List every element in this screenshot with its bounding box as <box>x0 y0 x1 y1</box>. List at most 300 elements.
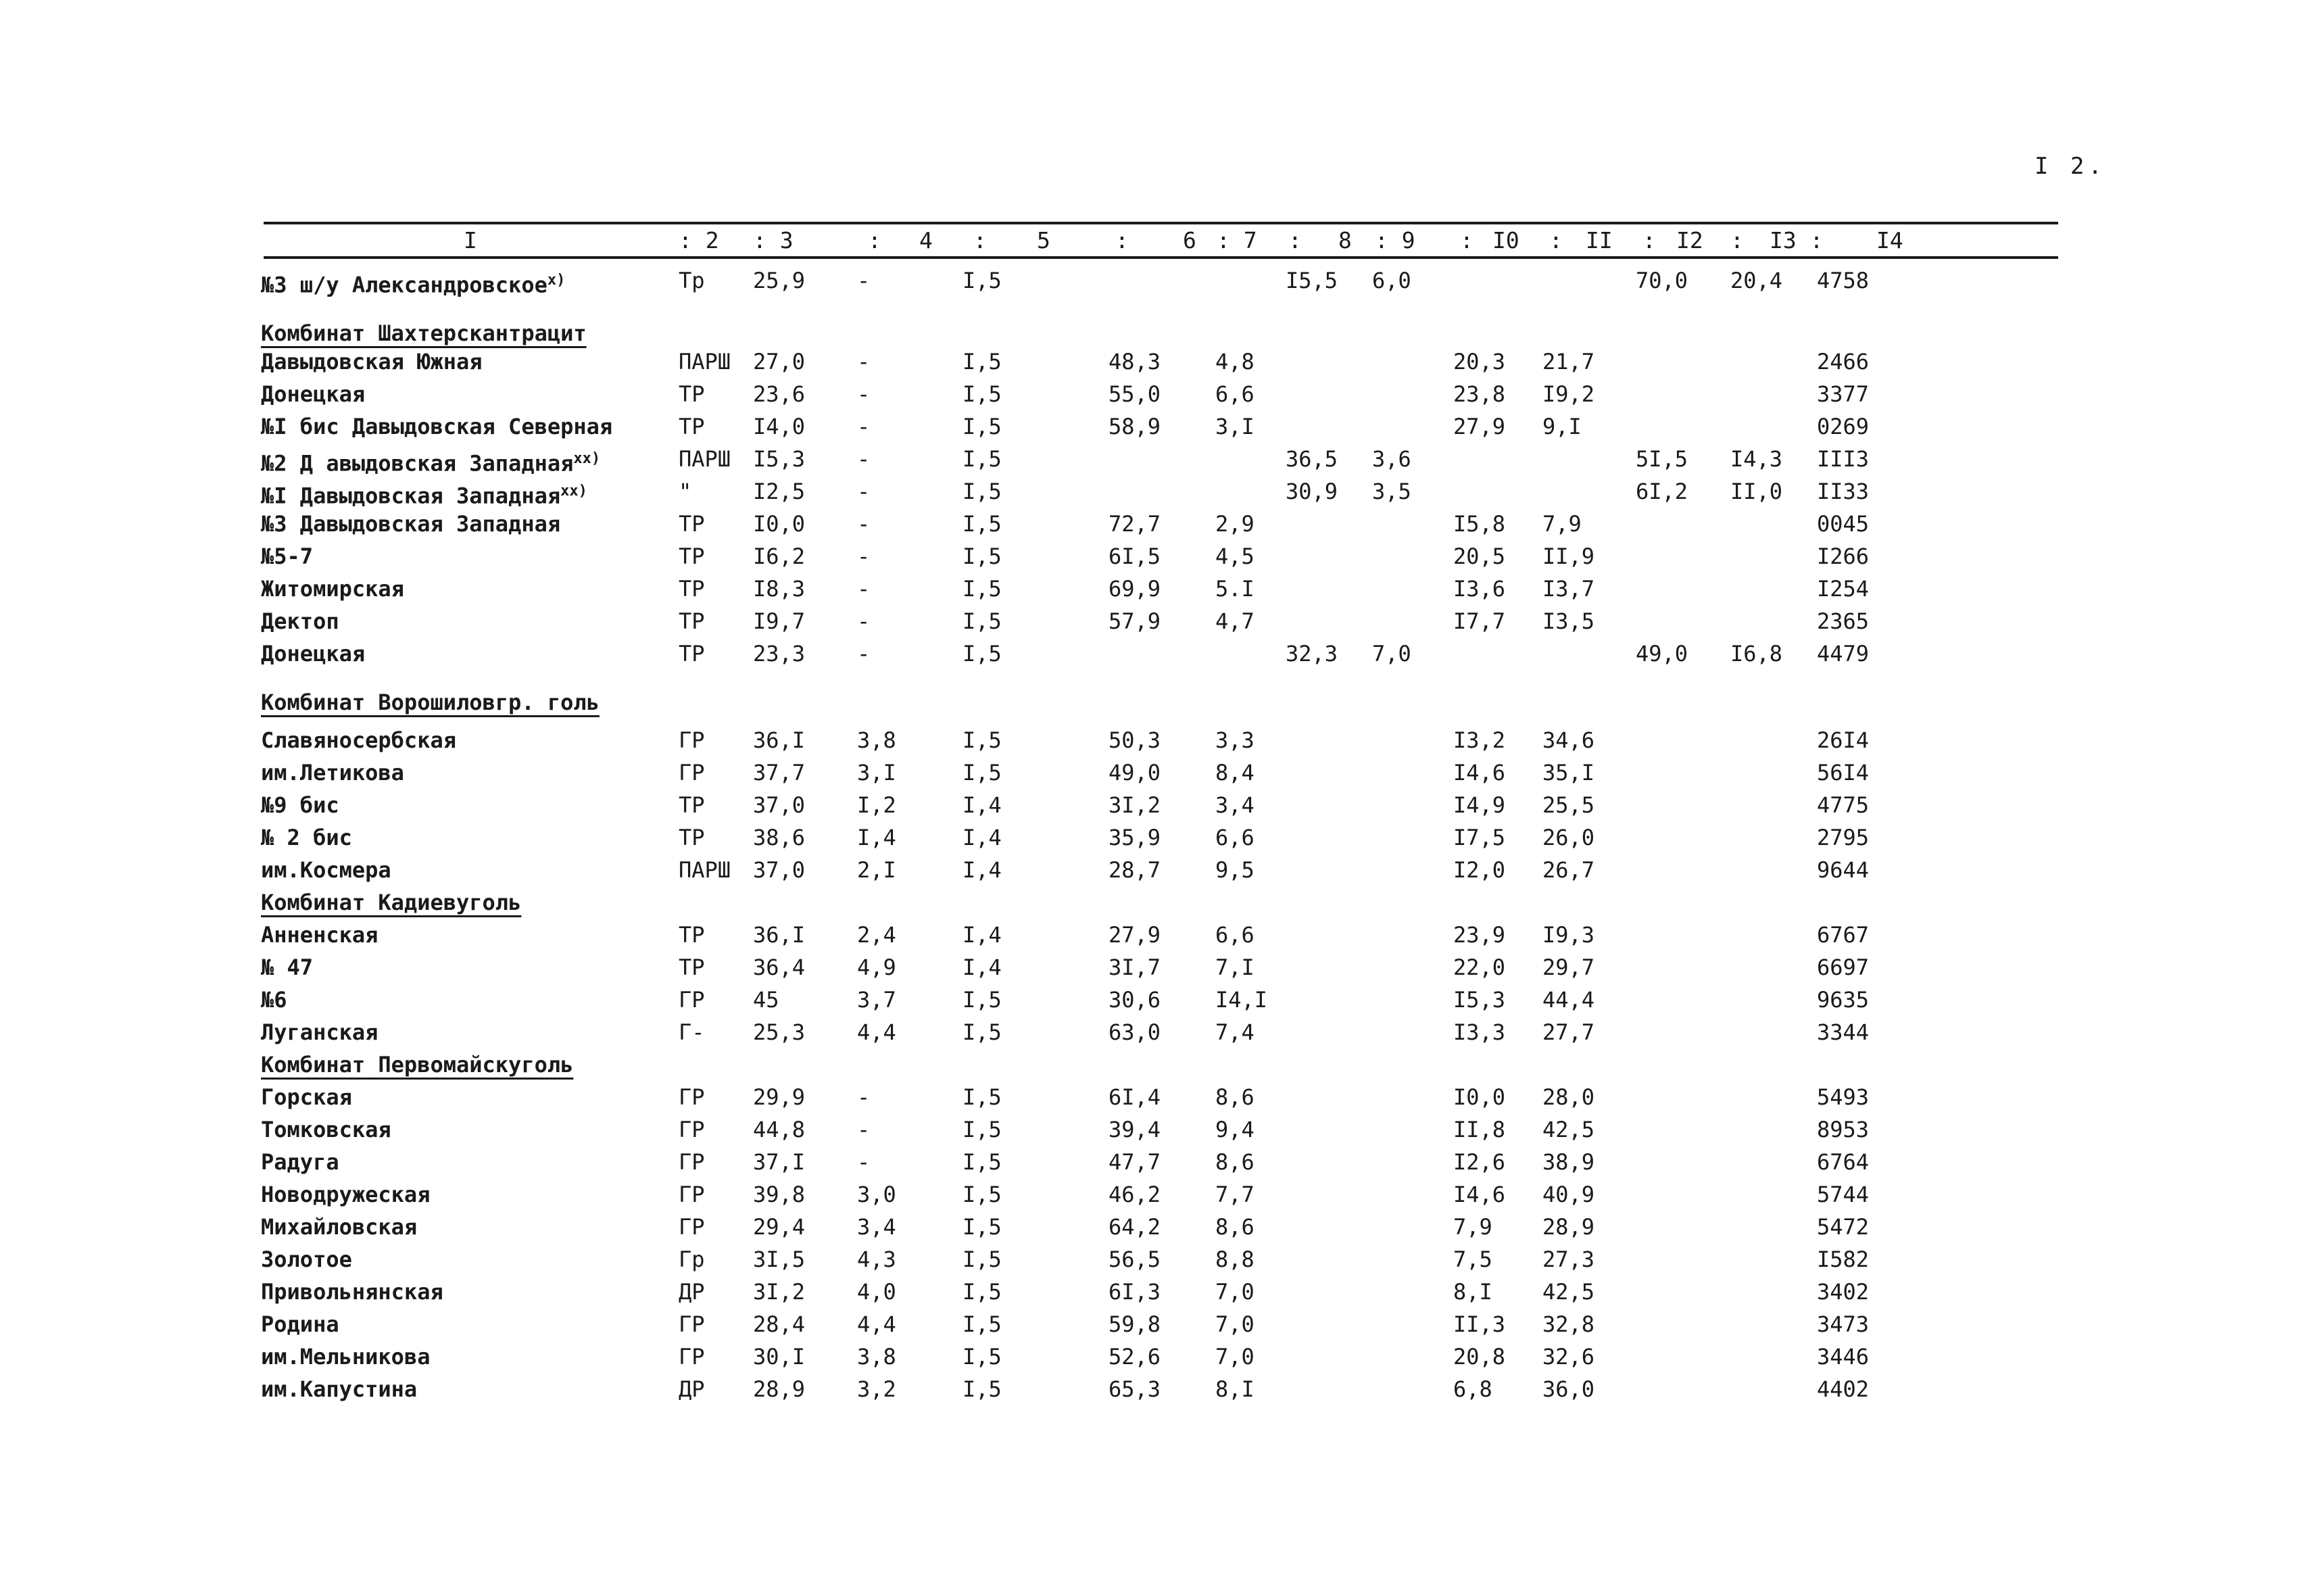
cell-col-11: 27,3 <box>1542 1247 1595 1272</box>
cell-col-5: I,5 <box>962 608 1002 634</box>
cell-col-5: I,5 <box>962 446 1002 472</box>
header-col-12: I2 <box>1676 227 1703 253</box>
cell-col-14: 2795 <box>1817 825 1870 850</box>
table-row <box>0 1341 2315 1372</box>
cell-col-6: 63,0 <box>1108 1019 1161 1045</box>
cell-col-9: 3,5 <box>1372 479 1411 504</box>
cell-col-4: I,4 <box>857 825 896 850</box>
cell-col-2: Гр <box>679 1247 705 1272</box>
cell-col-11: 28,0 <box>1542 1084 1595 1110</box>
cell-col-10: I3,2 <box>1453 727 1506 753</box>
cell-col-10: 6,8 <box>1453 1376 1492 1402</box>
mine-name: Горская <box>261 1084 352 1110</box>
cell-col-10: 22,0 <box>1453 954 1506 980</box>
cell-col-14: III3 <box>1817 446 1870 472</box>
cell-col-10: I0,0 <box>1453 1084 1506 1110</box>
cell-col-7: 7,4 <box>1215 1019 1254 1045</box>
cell-col-6: 58,9 <box>1108 414 1161 439</box>
cell-col-10: II,3 <box>1453 1311 1506 1337</box>
cell-col-6: 57,9 <box>1108 608 1161 634</box>
cell-col-5: I,5 <box>962 1182 1002 1207</box>
cell-col-7: 4,5 <box>1215 543 1254 569</box>
cell-col-5: I,5 <box>962 381 1002 407</box>
table-top-rule <box>264 222 2058 224</box>
cell-col-7: 7,I <box>1215 954 1254 980</box>
cell-col-3: 3I,5 <box>753 1247 806 1272</box>
table-row <box>0 265 2315 296</box>
cell-col-5: I,5 <box>962 1344 1002 1370</box>
cell-col-7: 7,7 <box>1215 1182 1254 1207</box>
cell-col-14: II33 <box>1817 479 1870 504</box>
cell-col-10: I4,6 <box>1453 1182 1506 1207</box>
mine-name: №I Давыдовская Западная$^{xx)}$ <box>261 483 587 509</box>
cell-col-2: ТР <box>679 543 705 569</box>
cell-col-14: 5472 <box>1817 1214 1870 1240</box>
mine-name: им.Космера <box>261 857 391 883</box>
cell-col-6: 6I,4 <box>1108 1084 1161 1110</box>
cell-col-4: 4,9 <box>857 954 896 980</box>
header-col-5: 5 <box>1037 227 1050 253</box>
cell-col-3: I0,0 <box>753 511 806 537</box>
cell-col-2: ГР <box>679 1117 705 1142</box>
cell-col-11: 38,9 <box>1542 1149 1595 1175</box>
cell-col-10: 8,I <box>1453 1279 1492 1305</box>
cell-col-4: - <box>857 446 871 472</box>
cell-col-11: 35,I <box>1542 760 1595 785</box>
cell-col-14: I582 <box>1817 1247 1870 1272</box>
table-row <box>0 757 2315 788</box>
mine-name: Золотое <box>261 1247 352 1272</box>
cell-col-2: Тр <box>679 268 705 293</box>
cell-col-10: II,8 <box>1453 1117 1506 1142</box>
cell-col-2: ТР <box>679 922 705 948</box>
mine-name: №5-7 <box>261 543 314 569</box>
cell-col-4: 3,8 <box>857 727 896 753</box>
cell-col-3: 29,4 <box>753 1214 806 1240</box>
cell-col-6: 46,2 <box>1108 1182 1161 1207</box>
cell-col-10: 20,5 <box>1453 543 1506 569</box>
cell-col-5: I,5 <box>962 414 1002 439</box>
cell-col-4: - <box>857 511 871 537</box>
cell-col-2: ТР <box>679 825 705 850</box>
cell-col-3: I4,0 <box>753 414 806 439</box>
cell-col-14: 3446 <box>1817 1344 1870 1370</box>
header-sep: : <box>1549 227 1563 253</box>
table-row <box>0 1244 2315 1275</box>
cell-col-4: - <box>857 543 871 569</box>
cell-col-10: I4,9 <box>1453 792 1506 818</box>
cell-col-10: I2,0 <box>1453 857 1506 883</box>
cell-col-14: 3344 <box>1817 1019 1870 1045</box>
cell-col-7: 8,6 <box>1215 1149 1254 1175</box>
cell-col-11: I3,5 <box>1542 608 1595 634</box>
cell-col-2: ГР <box>679 1311 705 1337</box>
mine-name: Михайловская <box>261 1214 418 1240</box>
table-row <box>0 1309 2315 1340</box>
cell-col-5: I,4 <box>962 954 1002 980</box>
cell-col-2: ГР <box>679 727 705 753</box>
cell-col-3: 28,9 <box>753 1376 806 1402</box>
cell-col-11: 32,8 <box>1542 1311 1595 1337</box>
group-heading: Комбинат Первомайскуголь <box>261 1052 574 1078</box>
cell-col-2: ПАРШ <box>679 349 731 374</box>
cell-col-4: - <box>857 1149 871 1175</box>
mine-name: Славяносербская <box>261 727 456 753</box>
table-header <box>0 227 2315 254</box>
cell-col-4: 3,7 <box>857 987 896 1013</box>
cell-col-10: I5,8 <box>1453 511 1506 537</box>
cell-col-7: 3,I <box>1215 414 1254 439</box>
cell-col-2: ГР <box>679 1344 705 1370</box>
cell-col-11: 21,7 <box>1542 349 1595 374</box>
cell-col-6: 59,8 <box>1108 1311 1161 1337</box>
cell-col-3: 29,9 <box>753 1084 806 1110</box>
header-col-4: 4 <box>919 227 933 253</box>
table-row <box>0 476 2315 507</box>
cell-col-10: I7,5 <box>1453 825 1506 850</box>
cell-col-5: I,5 <box>962 1311 1002 1337</box>
cell-col-7: 6,6 <box>1215 825 1254 850</box>
cell-col-7: 4,8 <box>1215 349 1254 374</box>
cell-col-3: 25,3 <box>753 1019 806 1045</box>
group-heading: Комбинат Кадиевуголь <box>261 890 522 915</box>
cell-col-8: 32,3 <box>1286 641 1338 667</box>
cell-col-2: ТР <box>679 414 705 439</box>
header-col-13: I3 : <box>1770 227 1824 253</box>
cell-col-7: 5.I <box>1215 576 1254 602</box>
cell-col-2: ТР <box>679 641 705 667</box>
cell-col-5: I,4 <box>962 825 1002 850</box>
cell-col-4: 4,4 <box>857 1311 896 1337</box>
cell-col-4: - <box>857 1117 871 1142</box>
mine-name: №3 ш/у Александровское$^{x)}$ <box>261 272 566 298</box>
cell-col-11: 7,9 <box>1542 511 1582 537</box>
table-row <box>0 1374 2315 1405</box>
cell-col-11: 9,I <box>1542 414 1582 439</box>
cell-col-4: I,2 <box>857 792 896 818</box>
cell-col-9: 6,0 <box>1372 268 1411 293</box>
cell-col-4: 4,4 <box>857 1019 896 1045</box>
cell-col-14: 26I4 <box>1817 727 1870 753</box>
header-col-11: II <box>1586 227 1613 253</box>
cell-col-3: 37,0 <box>753 857 806 883</box>
cell-col-6: 52,6 <box>1108 1344 1161 1370</box>
cell-col-3: 30,I <box>753 1344 806 1370</box>
cell-col-14: 5744 <box>1817 1182 1870 1207</box>
cell-col-11: 40,9 <box>1542 1182 1595 1207</box>
cell-col-3: I9,7 <box>753 608 806 634</box>
cell-col-6: 35,9 <box>1108 825 1161 850</box>
cell-col-7: 8,I <box>1215 1376 1254 1402</box>
cell-col-14: 6697 <box>1817 954 1870 980</box>
cell-col-14: 2365 <box>1817 608 1870 634</box>
cell-col-7: I4,I <box>1215 987 1268 1013</box>
cell-col-11: 28,9 <box>1542 1214 1595 1240</box>
cell-col-7: 9,5 <box>1215 857 1254 883</box>
cell-col-14: 3473 <box>1817 1311 1870 1337</box>
cell-col-5: I,5 <box>962 1149 1002 1175</box>
cell-col-7: 8,6 <box>1215 1084 1254 1110</box>
cell-col-10: 23,8 <box>1453 381 1506 407</box>
header-sep: : <box>1460 227 1473 253</box>
cell-col-14: 0045 <box>1817 511 1870 537</box>
cell-col-4: - <box>857 608 871 634</box>
mine-name: №6 <box>261 987 287 1013</box>
header-col-3: : 3 <box>753 227 794 253</box>
mine-name: им.Летикова <box>261 760 404 785</box>
mine-name: Томковская <box>261 1117 391 1142</box>
page-number: I 2. <box>2034 153 2106 180</box>
cell-col-2: ДР <box>679 1279 705 1305</box>
cell-col-14: 6764 <box>1817 1149 1870 1175</box>
cell-col-4: 4,3 <box>857 1247 896 1272</box>
mine-name: Новодружеская <box>261 1182 431 1207</box>
cell-col-10: 27,9 <box>1453 414 1506 439</box>
cell-col-7: 3,4 <box>1215 792 1254 818</box>
cell-col-2: ГР <box>679 1182 705 1207</box>
cell-col-4: 2,I <box>857 857 896 883</box>
header-col-10: I0 <box>1492 227 1519 253</box>
cell-col-10: 7,5 <box>1453 1247 1492 1272</box>
cell-col-7: 7,0 <box>1215 1311 1254 1337</box>
cell-col-13: I4,3 <box>1730 446 1783 472</box>
cell-col-11: 42,5 <box>1542 1117 1595 1142</box>
cell-col-7: 2,9 <box>1215 511 1254 537</box>
header-col-6: 6 <box>1183 227 1196 253</box>
cell-col-5: I,5 <box>962 641 1002 667</box>
mine-name: им.Мельникова <box>261 1344 431 1370</box>
cell-col-13: I6,8 <box>1730 641 1783 667</box>
cell-col-14: I254 <box>1817 576 1870 602</box>
cell-col-7: 9,4 <box>1215 1117 1254 1142</box>
cell-col-2: ПАРШ <box>679 857 731 883</box>
cell-col-7: 6,6 <box>1215 381 1254 407</box>
cell-col-11: I9,3 <box>1542 922 1595 948</box>
mine-name: Донецкая <box>261 381 366 407</box>
cell-col-13: II,0 <box>1730 479 1783 504</box>
cell-col-11: 26,7 <box>1542 857 1595 883</box>
cell-col-6: 49,0 <box>1108 760 1161 785</box>
cell-col-5: I,5 <box>962 268 1002 293</box>
cell-col-6: 3I,2 <box>1108 792 1161 818</box>
cell-col-6: 69,9 <box>1108 576 1161 602</box>
cell-col-10: I3,3 <box>1453 1019 1506 1045</box>
header-col-7: : 7 <box>1217 227 1257 253</box>
cell-col-3: 23,3 <box>753 641 806 667</box>
table-row <box>0 606 2315 637</box>
table-row <box>0 725 2315 756</box>
cell-col-4: - <box>857 641 871 667</box>
mine-name: №2 Д авыдовская Западная$^{xx)}$ <box>261 450 601 477</box>
cell-col-9: 3,6 <box>1372 446 1411 472</box>
cell-col-10: I5,3 <box>1453 987 1506 1013</box>
cell-col-5: I,5 <box>962 543 1002 569</box>
cell-col-3: 23,6 <box>753 381 806 407</box>
table-row <box>0 1211 2315 1242</box>
cell-col-14: 4758 <box>1817 268 1870 293</box>
cell-col-14: 2466 <box>1817 349 1870 374</box>
cell-col-14: 3402 <box>1817 1279 1870 1305</box>
header-col-1: I <box>464 227 477 253</box>
cell-col-5: I,5 <box>962 1247 1002 1272</box>
cell-col-11: I3,7 <box>1542 576 1595 602</box>
cell-col-2: ГР <box>679 987 705 1013</box>
cell-col-2: ТР <box>679 381 705 407</box>
mine-name: № 2 бис <box>261 825 352 850</box>
cell-col-3: 44,8 <box>753 1117 806 1142</box>
cell-col-5: I,4 <box>962 792 1002 818</box>
mine-name: №9 бис <box>261 792 339 818</box>
table-header-rule <box>264 256 2058 259</box>
footnote-mark: xx) <box>573 450 601 467</box>
cell-col-6: 30,6 <box>1108 987 1161 1013</box>
cell-col-4: 3,0 <box>857 1182 896 1207</box>
cell-col-5: I,5 <box>962 511 1002 537</box>
table-row <box>0 952 2315 983</box>
cell-col-7: 6,6 <box>1215 922 1254 948</box>
cell-col-5: I,5 <box>962 987 1002 1013</box>
cell-col-5: I,5 <box>962 349 1002 374</box>
cell-col-5: I,5 <box>962 576 1002 602</box>
cell-col-2: Г- <box>679 1019 705 1045</box>
cell-col-8: 36,5 <box>1286 446 1338 472</box>
cell-col-7: 7,0 <box>1215 1279 1254 1305</box>
mine-name: Донецкая <box>261 641 366 667</box>
table-row <box>0 1114 2315 1145</box>
cell-col-7: 4,7 <box>1215 608 1254 634</box>
cell-col-3: 27,0 <box>753 349 806 374</box>
cell-col-3: 3I,2 <box>753 1279 806 1305</box>
mine-name: №I бис Давыдовская Северная <box>261 414 613 439</box>
cell-col-5: I,5 <box>962 1279 1002 1305</box>
mine-name: Луганская <box>261 1019 379 1045</box>
cell-col-2: ТР <box>679 954 705 980</box>
header-sep: : <box>1642 227 1656 253</box>
cell-col-8: 30,9 <box>1286 479 1338 504</box>
cell-col-10: 20,3 <box>1453 349 1506 374</box>
footnote-mark: xx) <box>560 483 587 500</box>
cell-col-11: 34,6 <box>1542 727 1595 753</box>
cell-col-14: 5493 <box>1817 1084 1870 1110</box>
mine-name: Дектоп <box>261 608 339 634</box>
header-col-8: 8 <box>1338 227 1352 253</box>
cell-col-6: 6I,5 <box>1108 543 1161 569</box>
cell-col-6: 6I,3 <box>1108 1279 1161 1305</box>
cell-col-3: 39,8 <box>753 1182 806 1207</box>
cell-col-5: I,5 <box>962 1019 1002 1045</box>
cell-col-2: ГР <box>679 1149 705 1175</box>
cell-col-2: ТР <box>679 511 705 537</box>
cell-col-12: 70,0 <box>1636 268 1688 293</box>
cell-col-6: 47,7 <box>1108 1149 1161 1175</box>
cell-col-2: ГР <box>679 1214 705 1240</box>
cell-col-14: 9635 <box>1817 987 1870 1013</box>
cell-col-14: 6767 <box>1817 922 1870 948</box>
cell-col-3: 25,9 <box>753 268 806 293</box>
footnote-mark: x) <box>547 272 566 289</box>
cell-col-2: ГР <box>679 760 705 785</box>
table-row <box>0 443 2315 475</box>
cell-col-7: 3,3 <box>1215 727 1254 753</box>
group-heading-row <box>0 318 2315 349</box>
cell-col-7: 8,6 <box>1215 1214 1254 1240</box>
cell-col-2: ГР <box>679 1084 705 1110</box>
group-heading: Комбинат Шахтерскантрацит <box>261 320 587 346</box>
cell-col-12: 5I,5 <box>1636 446 1688 472</box>
cell-col-6: 55,0 <box>1108 381 1161 407</box>
header-sep: : <box>1730 227 1744 253</box>
cell-col-2: ТР <box>679 792 705 818</box>
cell-col-3: 37,7 <box>753 760 806 785</box>
cell-col-5: I,4 <box>962 922 1002 948</box>
header-col-9: : 9 <box>1375 227 1415 253</box>
cell-col-3: 37,I <box>753 1149 806 1175</box>
table-row <box>0 541 2315 572</box>
cell-col-2: ПАРШ <box>679 446 731 472</box>
mine-name: Житомирская <box>261 576 404 602</box>
cell-col-6: 50,3 <box>1108 727 1161 753</box>
group-heading-row <box>0 887 2315 918</box>
cell-col-7: 8,4 <box>1215 760 1254 785</box>
cell-col-14: 9644 <box>1817 857 1870 883</box>
cell-col-11: II,9 <box>1542 543 1595 569</box>
cell-col-6: 27,9 <box>1108 922 1161 948</box>
mine-name: Привольнянская <box>261 1279 443 1305</box>
header-sep: : <box>1115 227 1129 253</box>
table-row <box>0 508 2315 539</box>
cell-col-11: 26,0 <box>1542 825 1595 850</box>
cell-col-2: " <box>679 479 692 504</box>
cell-col-6: 48,3 <box>1108 349 1161 374</box>
cell-col-5: I,4 <box>962 857 1002 883</box>
cell-col-10: I4,6 <box>1453 760 1506 785</box>
cell-col-6: 64,2 <box>1108 1214 1161 1240</box>
cell-col-5: I,5 <box>962 1214 1002 1240</box>
cell-col-14: 8953 <box>1817 1117 1870 1142</box>
cell-col-7: 8,8 <box>1215 1247 1254 1272</box>
cell-col-6: 3I,7 <box>1108 954 1161 980</box>
mine-name: Радуга <box>261 1149 339 1175</box>
cell-col-5: I,5 <box>962 1117 1002 1142</box>
cell-col-11: 44,4 <box>1542 987 1595 1013</box>
cell-col-4: 3,8 <box>857 1344 896 1370</box>
cell-col-10: 7,9 <box>1453 1214 1492 1240</box>
cell-col-10: 23,9 <box>1453 922 1506 948</box>
cell-col-11: I9,2 <box>1542 381 1595 407</box>
cell-col-4: 3,I <box>857 760 896 785</box>
cell-col-3: I8,3 <box>753 576 806 602</box>
table-row <box>0 854 2315 886</box>
cell-col-3: 36,I <box>753 922 806 948</box>
cell-col-2: ДР <box>679 1376 705 1402</box>
cell-col-3: 36,I <box>753 727 806 753</box>
cell-col-3: I5,3 <box>753 446 806 472</box>
cell-col-10: I3,6 <box>1453 576 1506 602</box>
cell-col-14: I266 <box>1817 543 1870 569</box>
cell-col-5: I,5 <box>962 479 1002 504</box>
table-row <box>0 411 2315 442</box>
cell-col-5: I,5 <box>962 1084 1002 1110</box>
cell-col-4: - <box>857 381 871 407</box>
table-row <box>0 919 2315 950</box>
cell-col-11: 32,6 <box>1542 1344 1595 1370</box>
cell-col-4: - <box>857 479 871 504</box>
header-col-2: : 2 <box>679 227 719 253</box>
cell-col-3: 28,4 <box>753 1311 806 1337</box>
cell-col-4: 4,0 <box>857 1279 896 1305</box>
table-row <box>0 984 2315 1015</box>
table-row <box>0 1146 2315 1178</box>
